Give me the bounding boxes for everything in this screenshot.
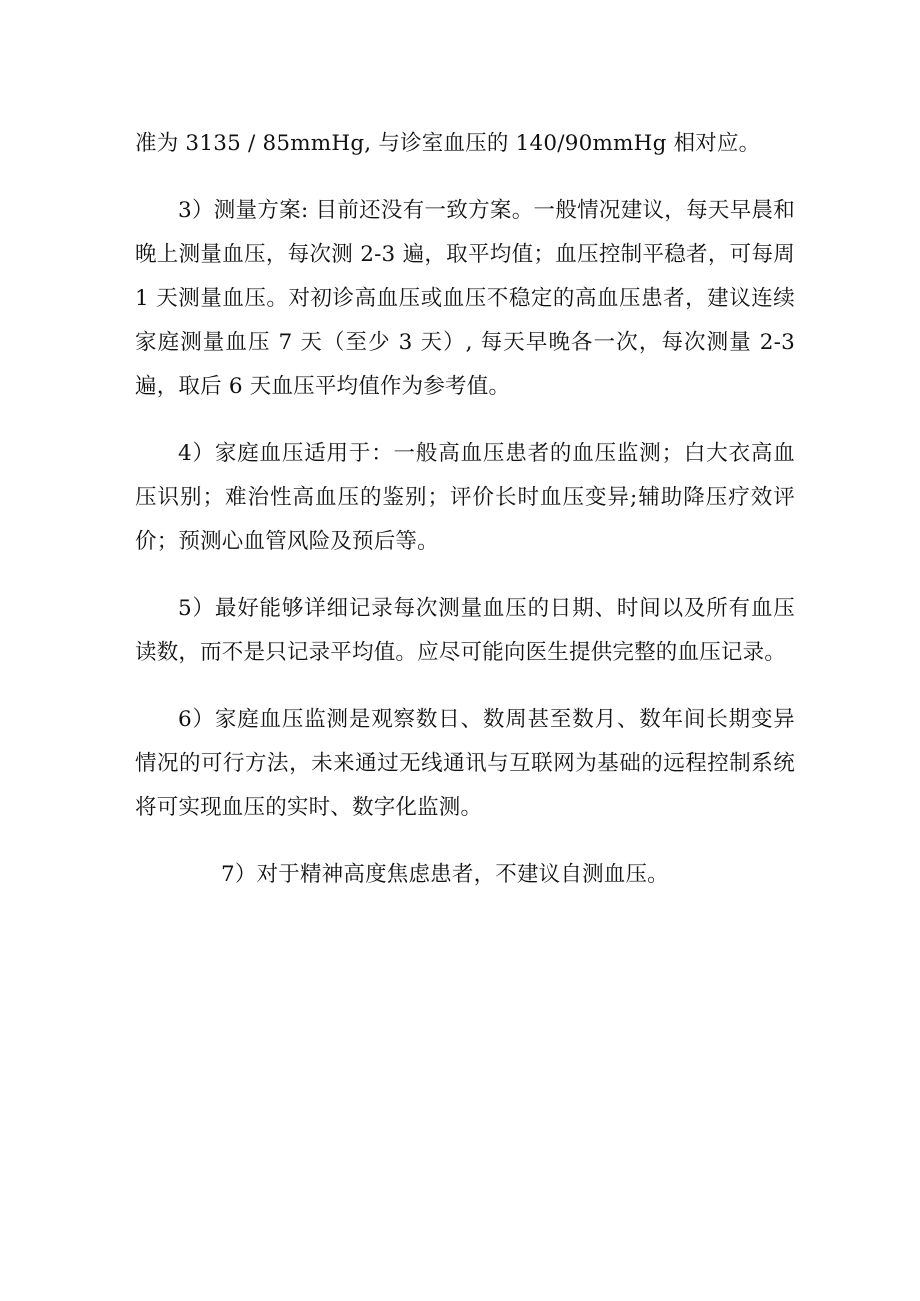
paragraph-anxiety: 7）对于精神高度焦虑患者，不建议自测血压。 bbox=[221, 862, 669, 887]
paragraph-applicability: 4）家庭血压适用于：一般高血压患者的血压监测；白大衣高血压识别；难治性高血压的鉴别；评价长时血压变异;辅助降压疗效评价；预测心血管风险及预后等。 bbox=[135, 441, 795, 554]
paragraph-continuation: 准为 3135 / 85mmHg, 与诊室血压的 140/90mmHg 相对应。 bbox=[135, 131, 761, 156]
paragraph-measurement-plan: 3）测量方案: 目前还没有一致方案。一般情况建议，每天早晨和晚上测量血压，每次测 2-3 遍，取平均值；血压控制平稳者，可每周 1 天测量血压。对初诊高血压或血压不稳定的高血压患者，建议连续家庭测量血压 7 天（至少 3 天）, 每天早晚各一次，每次测量 2-3 遍，取后 6 天血压平均值作为参考值。 bbox=[135, 198, 795, 399]
paragraph-recording: 5）最好能够详细记录每次测量血压的日期、时间以及所有血压读数，而不是只记录平均值。应尽可能向医生提供完整的血压记录。 bbox=[135, 596, 795, 665]
document-body bbox=[135, 122, 795, 920]
paragraph-monitoring: 6）家庭血压监测是观察数日、数周甚至数月、数年间长期变异情况的可行方法，未来通过无线通讯与互联网为基础的远程控制系统将可实现血压的实时、数字化监测。 bbox=[135, 707, 795, 820]
